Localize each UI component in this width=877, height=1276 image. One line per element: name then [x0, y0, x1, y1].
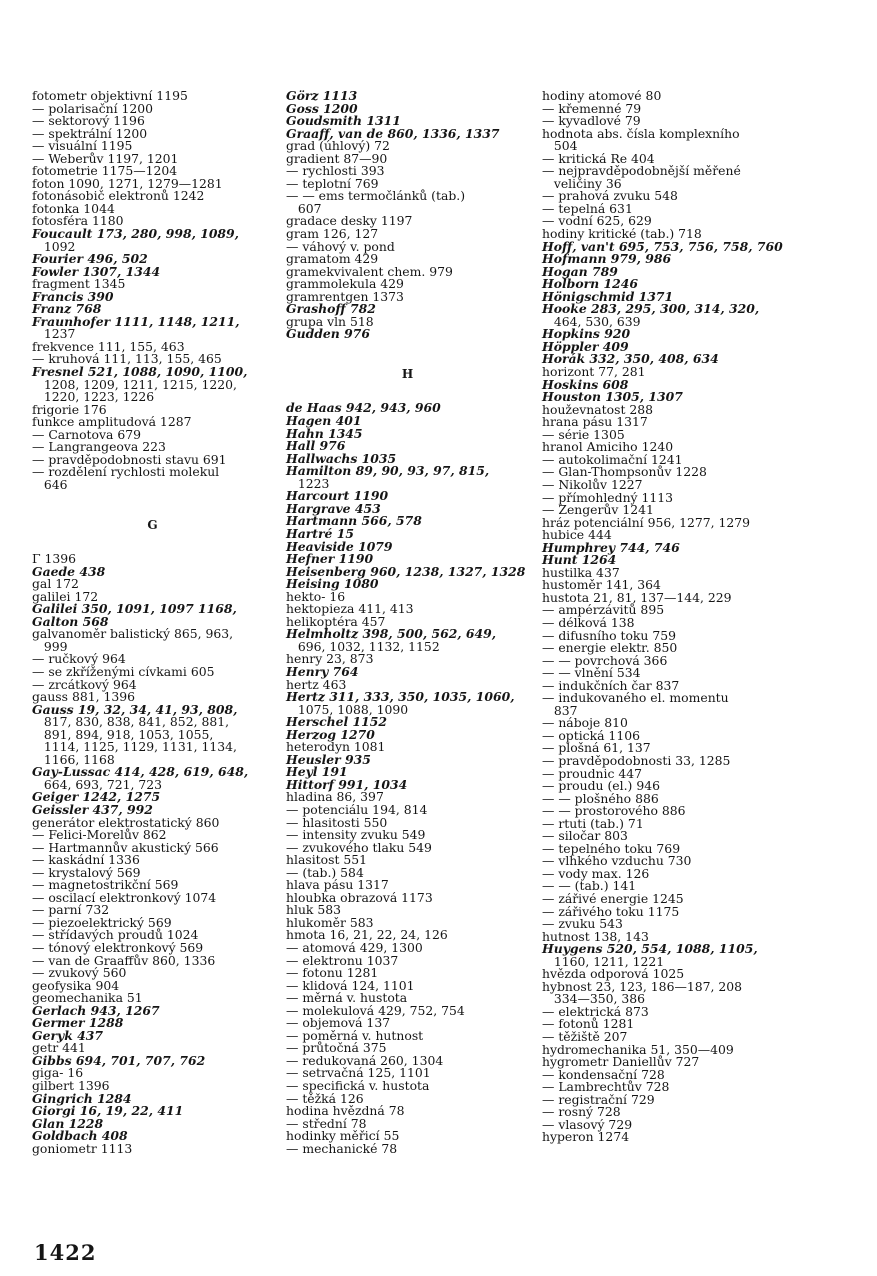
index-entry: Hall 976: [286, 438, 346, 454]
index-entry: — zvukový 560: [32, 965, 127, 981]
section-heading-g: G: [147, 517, 159, 532]
index-entry: Germer 1288: [32, 1015, 124, 1031]
index-entry: Glan 1228: [32, 1115, 104, 1131]
index-entry: heterodyn 1081: [286, 739, 386, 755]
index-entry: — Glan-Thompsonův 1228: [542, 464, 707, 480]
index-entry: — piezoelektrický 569: [32, 914, 172, 930]
index-entry: Houston 1305, 1307: [542, 389, 683, 405]
index-entry: — redukovaná 260, 1304: [286, 1052, 444, 1068]
index-entry: Hönigschmid 1371: [542, 288, 674, 304]
index-entry: — klidová 124, 1101: [286, 977, 415, 993]
index-entry: Gauss 19, 32, 34, 41, 93, 808,: [32, 701, 238, 717]
index-entry: Goudsmith 1311: [286, 113, 401, 129]
index-entry: fotometrie 1175—1204: [32, 163, 178, 179]
index-entry: — střední 78: [286, 1115, 367, 1131]
index-entry: hyperon 1274: [542, 1129, 630, 1145]
index-entry: hodinky měřicí 55: [286, 1128, 400, 1144]
index-entry: — poměrná v. hutnost: [286, 1027, 424, 1043]
entries-h-continued: [542, 90, 784, 1144]
index-entry: hranol Amiciho 1240: [542, 439, 674, 455]
index-entry: — nejpravděpodobnější měřené: [542, 163, 741, 179]
index-entry: — fotonů 1281: [542, 1016, 635, 1032]
index-entry: — pravděpodobnosti stavu 691: [32, 451, 227, 467]
index-entry: goniometr 1113: [32, 1140, 133, 1156]
index-entry: 891, 894, 918, 1053, 1055,: [32, 726, 214, 742]
index-entry: gramatom 429: [286, 251, 379, 267]
index-entry: hybnost 23, 123, 186—187, 208: [542, 978, 743, 994]
index-entry: getr 441: [32, 1040, 86, 1056]
index-entry: fotonka 1044: [32, 200, 115, 216]
index-entry: — visuální 1195: [32, 138, 133, 154]
index-entry: horizont 77, 281: [542, 364, 646, 380]
index-entry: Giorgi 16, 19, 22, 411: [32, 1103, 184, 1119]
index-entry: 837: [542, 702, 578, 718]
index-entry: — měrná v. hustota: [286, 990, 408, 1006]
index-entry: hluk 583: [286, 902, 342, 918]
index-entry: hekto- 16: [286, 588, 346, 604]
index-entry: 1166, 1168: [32, 751, 115, 767]
index-entry: — proudu (el.) 946: [542, 778, 660, 794]
index-entry: 1223: [286, 475, 330, 491]
index-entry: — Weberův 1197, 1201: [32, 150, 179, 166]
entries-g-continued: [286, 90, 530, 341]
index-entry: Hartré 15: [286, 525, 354, 541]
index-entry: — magnetostrikční 569: [32, 877, 179, 893]
index-entry: — siločar 803: [542, 828, 628, 844]
index-entry: Hartmann 566, 578: [286, 513, 422, 529]
index-entry: 999: [32, 638, 68, 654]
index-entry: hlasitost 551: [286, 852, 368, 868]
index-entry: 664, 693, 721, 723: [32, 776, 163, 792]
index-entry: funkce amplitudová 1287: [32, 414, 192, 430]
index-entry: Γ 1396: [32, 551, 77, 567]
index-entry: Humphrey 744, 746: [542, 539, 680, 555]
index-entry: fotonásobič elektronů 1242: [32, 188, 205, 204]
index-entry: — tepelného toku 769: [542, 840, 681, 856]
index-entry: — pravděpodobnosti 33, 1285: [542, 752, 731, 768]
index-entry: gilbert 1396: [32, 1078, 110, 1094]
index-entry: — van de Graaffův 860, 1336: [32, 952, 216, 968]
index-entry: hodnota abs. čísla komplexního: [542, 125, 740, 141]
index-entry: hodiny atomové 80: [542, 88, 662, 103]
index-entry: Geryk 437: [32, 1027, 103, 1043]
index-entry: Fraunhofer 1111, 1148, 1211,: [32, 313, 240, 329]
index-entry: — atomová 429, 1300: [286, 940, 423, 955]
index-entry: — fotonu 1281: [286, 965, 379, 981]
index-entry: Hertz 311, 333, 350, 1035, 1060,: [286, 689, 515, 705]
index-entry: hráz potenciální 956, 1277, 1279: [542, 514, 751, 530]
index-entry: — potenciálu 194, 814: [286, 801, 428, 817]
index-entry: Geissler 437, 992: [32, 801, 153, 817]
entries-g: [32, 553, 274, 1155]
index-entry: — ampérzávitů 895: [542, 602, 665, 618]
index-entry: Hooke 283, 295, 300, 314, 320,: [542, 301, 760, 317]
index-entry: Höppler 409: [542, 338, 629, 354]
index-entry: Gaede 438: [32, 563, 106, 579]
index-entry: hlava pásu 1317: [286, 877, 389, 893]
index-entry: Gay-Lussac 414, 428, 619, 648,: [32, 764, 249, 780]
index-entry: Hopkins 920: [542, 326, 631, 342]
index-entry: — Zengerův 1241: [542, 502, 654, 518]
index-entry: 817, 830, 838, 841, 852, 881,: [32, 714, 230, 730]
index-column-1: [32, 90, 274, 1155]
index-entry: Franz 768: [32, 301, 102, 317]
index-entry: hmota 16, 21, 22, 24, 126: [286, 927, 448, 943]
index-entry: Galton 568: [32, 613, 109, 629]
index-entry: Hofmann 979, 986: [542, 251, 672, 267]
index-entry: — krystalový 569: [32, 864, 141, 880]
index-entry: — přímohledný 1113: [542, 489, 674, 505]
index-entry: 1208, 1209, 1211, 1215, 1220,: [32, 376, 237, 392]
index-entry: Graaff, van de 860, 1336, 1337: [286, 125, 500, 141]
index-entry: — série 1305: [542, 426, 625, 442]
index-entry: hygrometr Daniellův 727: [542, 1054, 700, 1070]
index-entry: — vlasový 729: [542, 1116, 633, 1132]
index-entry: hodiny kritické (tab.) 718: [542, 226, 702, 242]
index-entry: fragment 1345: [32, 276, 126, 292]
index-entry: Hittorf 991, 1034: [286, 776, 408, 792]
index-entry: gramekvivalent chem. 979: [286, 263, 453, 279]
index-entry: — plošná 61, 137: [542, 740, 651, 756]
index-entry: — spektrální 1200: [32, 125, 148, 141]
index-entry: — intensity zvuku 549: [286, 827, 426, 843]
index-entry: gradace desky 1197: [286, 213, 413, 229]
index-entry: 646: [32, 476, 68, 492]
index-entry: — elektrická 873: [542, 1003, 649, 1019]
index-entry: — energie elektr. 850: [542, 640, 678, 656]
index-entry: — ručkový 964: [32, 651, 126, 667]
index-entry: — Nikolův 1227: [542, 476, 643, 492]
index-entry: — parní 732: [32, 902, 110, 918]
index-entry: — Felici-Morelův 862: [32, 827, 167, 843]
index-entry: 504: [542, 138, 578, 154]
index-entry: Gibbs 694, 701, 707, 762: [32, 1052, 206, 1068]
index-entry: — zvukového tlaku 549: [286, 839, 432, 855]
index-entry: — registrační 729: [542, 1091, 655, 1107]
index-entry: — průtočná 375: [286, 1040, 387, 1056]
index-entry: gauss 881, 1396: [32, 689, 136, 705]
index-entry: — těžiště 207: [542, 1029, 628, 1045]
index-entry: — specifická v. hustota: [286, 1078, 430, 1094]
index-entry: Herzog 1270: [286, 726, 375, 742]
index-entry: Hallwachs 1035: [286, 450, 397, 466]
index-entry: Harcourt 1190: [286, 488, 389, 504]
index-column-3: [542, 90, 784, 1144]
index-entry: geofysika 904: [32, 977, 120, 993]
index-entry: — — povrchová 366: [542, 652, 668, 668]
index-entry: — oscilací elektronkový 1074: [32, 889, 217, 905]
index-entry: — indukčních čar 837: [542, 677, 680, 693]
index-entry: fotometr objektivní 1195: [32, 88, 188, 103]
index-entry: Grashoff 782: [286, 301, 376, 317]
index-entry: — tónový elektronkový 569: [32, 940, 204, 955]
index-entry: Heusler 935: [286, 751, 371, 767]
index-entry: hektopieza 411, 413: [286, 601, 414, 617]
index-entry: Goldbach 408: [32, 1128, 128, 1144]
index-entry: — — plošného 886: [542, 790, 659, 806]
index-entry: — kaskádní 1336: [32, 852, 140, 868]
index-entry: — molekulová 429, 752, 754: [286, 1002, 465, 1018]
index-entry: 464, 530, 639: [542, 313, 641, 329]
index-entry: de Haas 942, 943, 960: [286, 400, 441, 416]
index-entry: hustota 21, 81, 137—144, 229: [542, 589, 732, 605]
index-entry: — prahová zvuku 548: [542, 188, 678, 204]
index-entry: grad (úhlový) 72: [286, 138, 390, 154]
index-entry: — délková 138: [542, 614, 635, 630]
index-entry: Foucault 173, 280, 998, 1089,: [32, 226, 239, 242]
index-entry: grupa vln 518: [286, 313, 374, 329]
index-entry: Heaviside 1079: [286, 538, 393, 554]
index-entry: Henry 764: [286, 663, 359, 679]
index-entry: — difusního toku 759: [542, 627, 676, 643]
index-entry: grammolekula 429: [286, 276, 404, 292]
index-entry: Goss 1200: [286, 100, 358, 116]
index-entry: gradient 87—90: [286, 150, 388, 166]
index-entry: Hamilton 89, 90, 93, 97, 815,: [286, 463, 490, 479]
index-entry: — rtuti (tab.) 71: [542, 815, 644, 831]
index-entry: — mechanické 78: [286, 1140, 398, 1156]
index-entry: Hoskins 608: [542, 376, 629, 392]
index-entry: Gerlach 943, 1267: [32, 1002, 160, 1018]
index-entry: Horák 332, 350, 408, 634: [542, 351, 719, 367]
index-entry: — objemová 137: [286, 1015, 391, 1031]
index-entry: — Langrangeova 223: [32, 439, 166, 455]
index-entry: 334—350, 386: [542, 991, 646, 1007]
index-entry: helikoptéra 457: [286, 613, 386, 629]
index-entry: — tepelná 631: [542, 200, 633, 216]
index-entry: hodina hvězdná 78: [286, 1103, 405, 1119]
index-entry: — polarisační 1200: [32, 100, 154, 116]
index-entry: hustilka 437: [542, 564, 620, 580]
index-entry: hutnost 138, 143: [542, 928, 649, 944]
index-entry: hladina 86, 397: [286, 789, 384, 805]
index-entry: Fresnel 521, 1088, 1090, 1100,: [32, 364, 248, 380]
entries-f: [32, 90, 274, 492]
index-entry: — Carnotova 679: [32, 426, 141, 442]
index-entry: foton 1090, 1271, 1279—1281: [32, 175, 223, 191]
index-entry: hlukoměr 583: [286, 914, 374, 930]
index-entry: gal 172: [32, 576, 79, 592]
index-entry: — vlhkého vzduchu 730: [542, 853, 692, 869]
index-entry: — zářivé energie 1245: [542, 891, 684, 906]
index-entry: Geiger 1242, 1275: [32, 789, 161, 805]
index-entry: Hagen 401: [286, 413, 362, 429]
index-entry: — vodní 625, 629: [542, 213, 652, 229]
index-entry: — se zkříženými cívkami 605: [32, 663, 215, 679]
index-entry: Holborn 1246: [542, 276, 638, 292]
index-entry: Francis 390: [32, 288, 114, 304]
index-entry: Görz 1113: [286, 88, 358, 103]
index-entry: geomechanika 51: [32, 990, 143, 1006]
index-entry: hydromechanika 51, 350—409: [542, 1041, 734, 1057]
index-entry: 1220, 1223, 1226: [32, 389, 155, 405]
index-entry: — sektorový 1196: [32, 113, 145, 129]
index-entry: — — (tab.) 141: [542, 878, 637, 894]
index-entry: Hefner 1190: [286, 551, 374, 567]
index-entry: — kritická Re 404: [542, 150, 655, 166]
index-entry: — zářivého toku 1175: [542, 903, 680, 919]
index-entry: — váhový v. pond: [286, 238, 395, 254]
index-entry: — náboje 810: [542, 715, 628, 731]
index-entry: — — ems termočlánků (tab.): [286, 188, 466, 204]
index-entry: 1237: [32, 326, 76, 342]
index-entry: — — prostorového 886: [542, 803, 686, 819]
index-entry: — kyvadlové 79: [542, 113, 641, 129]
index-entry: hloubka obrazová 1173: [286, 889, 433, 905]
index-entry: 1092: [32, 238, 76, 254]
index-entry: Hoff, van't 695, 753, 756, 758, 760: [542, 238, 783, 254]
index-entry: generátor elektrostatický 860: [32, 814, 220, 830]
index-entry: hustoměr 141, 364: [542, 577, 661, 593]
entries-h: [286, 402, 530, 1155]
index-entry: gramrentgen 1373: [286, 288, 404, 304]
index-entry: — křemenné 79: [542, 100, 642, 116]
index-entry: 696, 1032, 1132, 1152: [286, 638, 440, 654]
index-entry: houževnatost 288: [542, 401, 654, 417]
index-entry: Heising 1080: [286, 576, 379, 592]
index-entry: 1114, 1125, 1129, 1131, 1134,: [32, 739, 237, 755]
index-column-2: [286, 90, 530, 1155]
index-entry: hvězda odporová 1025: [542, 966, 685, 982]
index-entry: galvanoměr balistický 865, 963,: [32, 626, 234, 642]
index-entry: — zrcátkový 964: [32, 676, 137, 692]
index-entry: veličiny 36: [542, 175, 622, 191]
index-entry: Herschel 1152: [286, 714, 388, 730]
index-entry: Heyl 191: [286, 764, 348, 780]
index-entry: henry 23, 873: [286, 651, 374, 667]
index-entry: Galilei 350, 1091, 1097 1168,: [32, 601, 237, 617]
index-entry: — střídavých proudů 1024: [32, 927, 199, 943]
index-entry: — rosný 728: [542, 1104, 621, 1120]
page-number: 1422: [34, 1240, 97, 1265]
index-entry: 607: [286, 200, 322, 216]
section-heading-h: H: [401, 366, 415, 381]
index-entry: — — vlnění 534: [542, 665, 641, 681]
index-entry: hertz 463: [286, 676, 347, 692]
index-entry: — těžká 126: [286, 1090, 364, 1106]
index-entry: — indukovaného el. momentu: [542, 690, 729, 706]
index-entry: — rychlosti 393: [286, 163, 385, 179]
index-entry: Heisenberg 960, 1238, 1327, 1328: [286, 563, 526, 579]
index-entry: frekvence 111, 155, 463: [32, 338, 185, 354]
index-entry: — optická 1106: [542, 727, 640, 743]
index-entry: — hlasitosti 550: [286, 814, 388, 830]
index-entry: — autokolimační 1241: [542, 451, 683, 467]
index-entry: gram 126, 127: [286, 226, 379, 242]
index-entry: Hahn 1345: [286, 425, 363, 441]
index-entry: — elektronu 1037: [286, 952, 399, 968]
index-entry: giga- 16: [32, 1065, 84, 1081]
index-entry: — proudnic 447: [542, 765, 643, 781]
index-entry: hubice 444: [542, 527, 612, 543]
index-entry: — teplotní 769: [286, 175, 379, 191]
index-entry: Gingrich 1284: [32, 1090, 132, 1106]
index-entry: 1075, 1088, 1090: [286, 701, 409, 717]
index-entry: Gudden 976: [286, 326, 370, 342]
index-entry: — Lambrechtův 728: [542, 1079, 670, 1095]
index-entry: 1160, 1211, 1221: [542, 953, 665, 969]
index-entry: frigorie 176: [32, 401, 107, 417]
index-entry: fotosféra 1180: [32, 213, 124, 229]
index-entry: — kruhová 111, 113, 155, 465: [32, 351, 222, 367]
index-entry: Helmholtz 398, 500, 562, 649,: [286, 626, 497, 642]
index-entry: Hogan 789: [542, 263, 618, 279]
index-entry: Fourier 496, 502: [32, 251, 148, 267]
index-entry: — setrvačná 125, 1101: [286, 1065, 431, 1081]
index-entry: — zvuku 543: [542, 916, 623, 932]
index-entry: Huygens 520, 554, 1088, 1105,: [542, 941, 758, 957]
index-entry: — vody max. 126: [542, 865, 650, 881]
index-entry: — (tab.) 584: [286, 864, 364, 880]
index-entry: — Hartmannův akustický 566: [32, 839, 219, 855]
index-entry: Hunt 1264: [542, 552, 617, 568]
index-entry: galilei 172: [32, 588, 99, 604]
index-entry: — kondensační 728: [542, 1066, 665, 1082]
index-entry: — rozdělení rychlosti molekul: [32, 464, 220, 480]
index-entry: Hargrave 453: [286, 500, 381, 516]
index-entry: Fowler 1307, 1344: [32, 263, 161, 279]
index-entry: hrana pásu 1317: [542, 414, 648, 430]
